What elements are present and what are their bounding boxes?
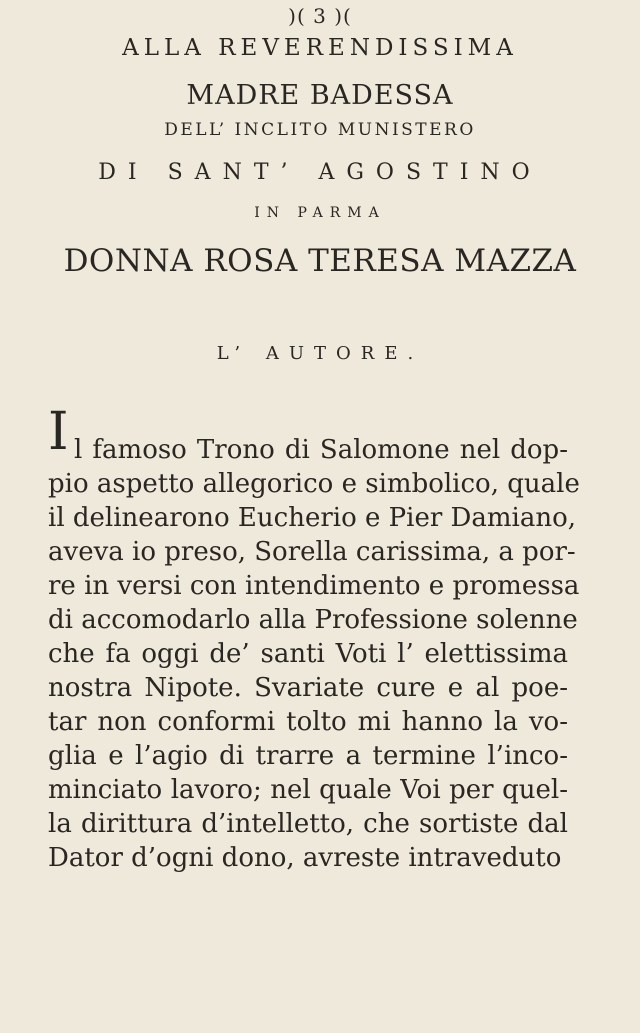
body-line: tar non conformi tolto mi hanno la vo- bbox=[48, 707, 568, 737]
body-paragraph bbox=[48, 433, 580, 875]
body-line: Dator d’ogni dono, avreste intraveduto bbox=[48, 843, 562, 873]
author-heading: L’ AUTORE. bbox=[216, 343, 424, 364]
dedication-line-2: MADRE BADESSA bbox=[186, 80, 454, 111]
body-line: pio aspetto allegorico e simbolico, quale bbox=[48, 469, 580, 499]
body-line: re in versi con intendimento e promessa bbox=[48, 571, 580, 601]
dedication-name: DONNA ROSA TERESA MAZZA bbox=[63, 243, 577, 279]
drop-cap: I bbox=[48, 402, 69, 462]
body-line: nostra Nipote. Svariate cure e al poe- bbox=[48, 673, 568, 703]
body-line: il delinearono Eucherio e Pier Damiano, bbox=[48, 503, 577, 533]
body-line: minciato lavoro; nel quale Voi per quel- bbox=[48, 775, 568, 805]
dedication-line-3: DELL’ INCLITO MUNISTERO bbox=[164, 120, 476, 140]
body-line: di accomodarlo alla Professione solenne bbox=[48, 605, 578, 635]
dedication-line-4: DI SANT’ AGOSTINO bbox=[98, 160, 542, 185]
dedication-line-1: ALLA REVERENDISSIMA bbox=[122, 35, 518, 61]
body-line: la dirittura d’intelletto, che sortiste dal bbox=[48, 809, 568, 839]
body-line: che fa oggi de’ santi Voti l’ elettissima bbox=[48, 639, 568, 669]
page-number: )( 3 )( bbox=[288, 4, 352, 28]
body-line: aveva io preso, Sorella carissima, a por- bbox=[48, 537, 576, 567]
body-line: l famoso Trono di Salomone nel dop- bbox=[74, 435, 568, 465]
dedication-line-5: IN PARMA bbox=[254, 205, 386, 221]
body-line: glia e l’agio di trarre a termine l’inco- bbox=[48, 741, 568, 771]
